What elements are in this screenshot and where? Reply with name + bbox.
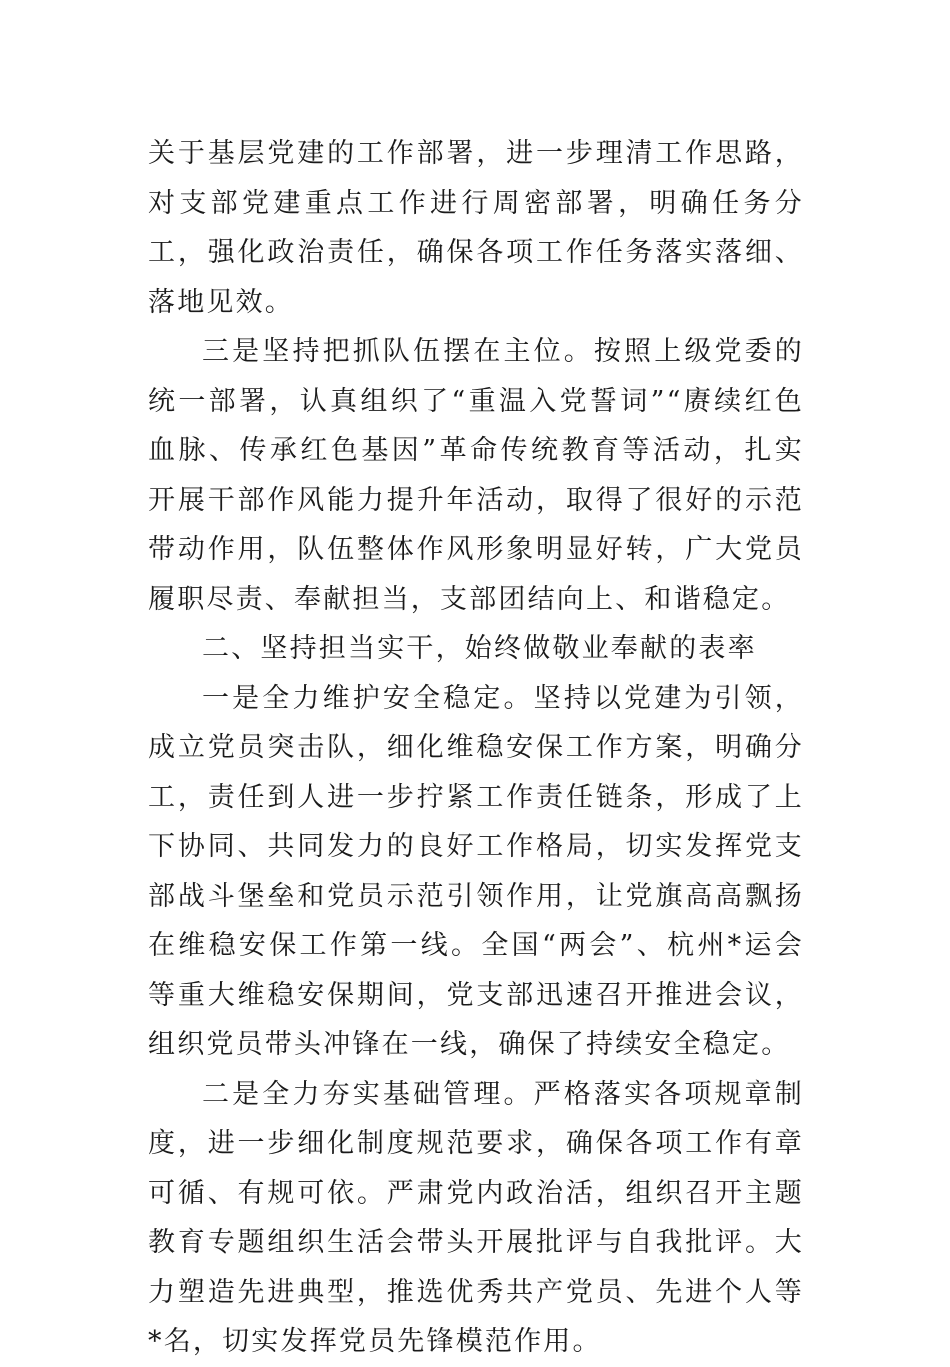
paragraph-continuation: 关于基层党建的工作部署，进一步理清工作思路，对支部党建重点工作进行周密部署，明确任务分工，强化政治责任，确保各项工作任务落实落细、落地见效。 xyxy=(148,138,804,318)
paragraph-team-building: 三是坚持把抓队伍摆在主位。按照上级党委的统一部署，认真组织了“重温入党誓词”“赓续红色血脉、传承红色基因”革命传统教育等活动，扎实开展干部作风能力提升年活动，取得了很好的示范带动作用，队伍整体作风形象明显好转，广大党员履职尽责、奉献担当，支部团结向上、和谐稳定。 xyxy=(148,336,804,615)
paragraph-basic-management: 二是全力夯实基础管理。严格落实各项规章制度，进一步细化制度规范要求，确保各项工作有章可循、有规可依。严肃党内政治活，组织召开主题教育专题组织生活会带头开展批评与自我批评。大力塑造先进典型，推选优秀共产党员、先进个人等*名，切实发挥党员先锋模范作用。 xyxy=(148,1078,804,1357)
section-heading-2: 二、坚持担当实干，始终做敬业奉献的表率 xyxy=(202,633,757,664)
document-body xyxy=(148,129,804,1367)
paragraph-safety-stability: 一是全力维护安全稳定。坚持以党建为引领，成立党员突击队，细化维稳安保工作方案，明确分工，责任到人进一步拧紧工作责任链条，形成了上下协同、共同发力的良好工作格局，切实发挥党支部战斗堡垒和党员示范引领作用，让党旗高高飘扬在维稳安保工作第一线。全国“两会”、杭州*运会等重大维稳安保期间，党支部迅速召开推进会议，组织党员带头冲锋在一线，确保了持续安全稳定。 xyxy=(148,682,804,1060)
